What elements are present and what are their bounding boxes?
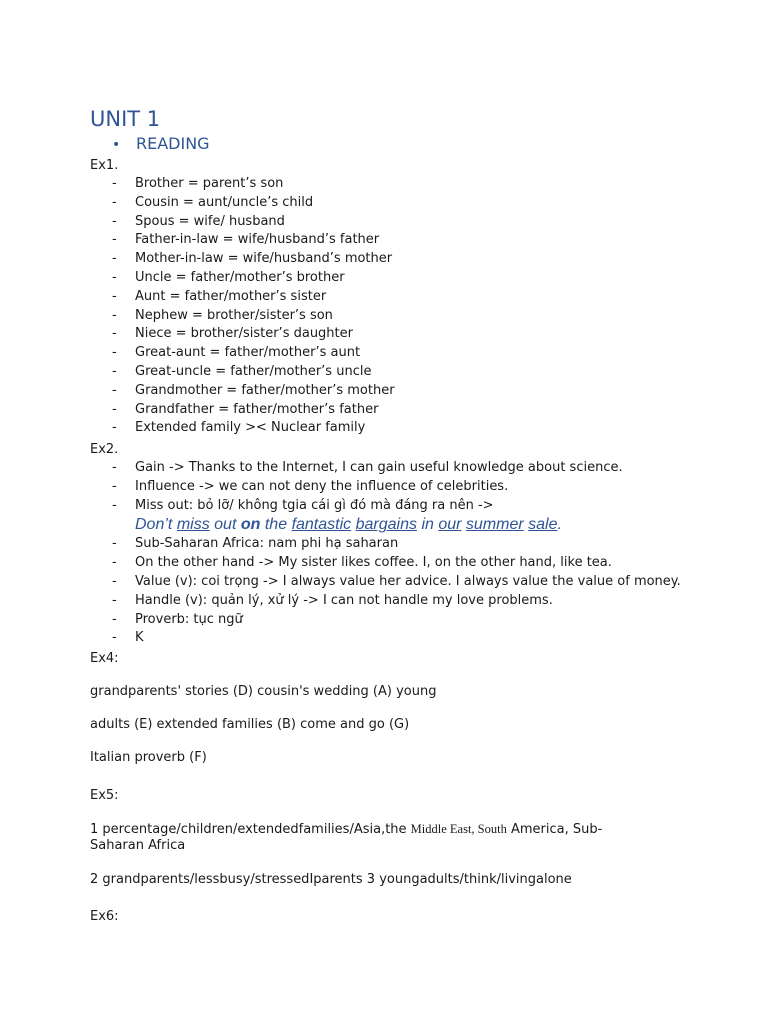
dash-marker: -	[112, 269, 117, 285]
list-item-text: Grandfather = father/mother’s father	[135, 401, 379, 417]
list-item-text: Spous = wife/ husband	[135, 213, 285, 229]
example-word: fantastic	[291, 516, 352, 534]
dash-marker: -	[112, 345, 117, 361]
dash-marker: -	[112, 251, 117, 267]
list-item-text: Handle (v): quản lý, xử lý -> I can not handle my love problems.	[135, 592, 553, 608]
list-item	[112, 419, 395, 438]
list-item-text: K	[135, 630, 144, 646]
list-item-text: Value (v): coi trọng -> I always value her advice. I always value the value of money.	[135, 573, 681, 589]
list-item	[112, 288, 395, 307]
ex4-line-1: grandparents' stories (D) cousin's wedding (A) young	[90, 684, 437, 699]
list-item	[112, 231, 395, 250]
list-item	[112, 611, 681, 630]
list-item-text: Great-aunt = father/mother’s aunt	[135, 345, 361, 361]
dash-marker: -	[112, 232, 117, 248]
example-word: miss	[176, 516, 210, 534]
list-item	[112, 194, 395, 213]
list-item	[112, 573, 681, 592]
example-sentence	[112, 515, 681, 535]
dash-marker: -	[112, 478, 117, 494]
section-heading-label: READING	[136, 134, 210, 153]
list-item	[112, 497, 681, 516]
dash-marker: -	[112, 592, 117, 608]
list-item	[112, 629, 681, 648]
dash-marker: -	[112, 497, 117, 513]
list-item	[112, 250, 395, 269]
example-word: summer	[465, 516, 524, 534]
ex5-line-1-part-a: 1 percentage/children/extendedfamilies/Asia,the	[90, 822, 411, 837]
list-item	[112, 478, 681, 497]
list-item	[112, 307, 395, 326]
ex2-list	[112, 459, 681, 648]
ex1-list	[112, 175, 395, 438]
ex6-label: Ex6:	[90, 909, 119, 924]
dash-marker: -	[112, 630, 117, 646]
ex5-line-1-serif-part: Middle East, South	[410, 822, 507, 836]
list-item-text: Extended family >< Nuclear family	[135, 420, 366, 436]
list-item-text: Brother = parent’s son	[135, 176, 284, 191]
list-item-text: Great-uncle = father/mother’s uncle	[135, 363, 372, 379]
list-item	[112, 213, 395, 232]
dash-marker: -	[112, 420, 117, 436]
list-item-text: On the other hand -> My sister likes coffee. I, on the other hand, like tea.	[135, 555, 612, 571]
list-item	[112, 592, 681, 611]
list-item-text: Niece = brother/sister’s daughter	[135, 326, 353, 342]
list-item-text: Uncle = father/mother’s brother	[135, 269, 345, 285]
list-item-text: Nephew = brother/sister’s son	[135, 307, 333, 323]
list-item-text: Father-in-law = wife/husband’s father	[135, 232, 380, 248]
dash-marker: -	[112, 460, 117, 475]
ex5-line-2: 2 grandparents/lessbusy/stressedIparents 3 youngadults/think/livingalone	[90, 872, 572, 887]
ex5-label: Ex5:	[90, 788, 119, 803]
example-word: .	[557, 516, 562, 534]
dash-marker: -	[112, 307, 117, 323]
list-item	[112, 554, 681, 573]
dash-marker: -	[112, 326, 117, 342]
list-item-text: Mother-in-law = wife/husband’s mother	[135, 251, 393, 267]
example-word: the	[264, 516, 288, 534]
section-heading-reading	[112, 134, 210, 155]
list-item	[112, 175, 395, 194]
example-word: on	[240, 516, 261, 534]
list-item-text: Sub-Saharan Africa: nam phi hạ saharan	[135, 536, 399, 552]
dash-marker: -	[112, 555, 117, 571]
dash-marker: -	[112, 382, 117, 398]
list-item	[112, 325, 395, 344]
ex5-line-1	[90, 821, 650, 854]
example-word: sale	[528, 516, 558, 534]
example-word: out	[214, 516, 237, 534]
dash-marker: -	[112, 288, 117, 304]
list-item-text: Proverb: tục ngữ	[135, 611, 243, 627]
dash-marker: -	[112, 611, 117, 627]
list-item	[112, 459, 681, 478]
dash-marker: -	[112, 363, 117, 379]
example-word: in	[421, 516, 434, 534]
dash-marker: -	[112, 401, 117, 417]
ex4-label: Ex4:	[90, 651, 119, 666]
dash-marker: -	[112, 536, 117, 552]
list-item-text: Aunt = father/mother’s sister	[135, 288, 327, 304]
dash-marker: -	[112, 213, 117, 229]
list-item-text: Influence -> we can not deny the influence of celebrities.	[135, 478, 509, 494]
dash-marker: -	[112, 176, 117, 191]
unit-title: UNIT 1	[90, 107, 161, 131]
list-item	[112, 401, 395, 420]
list-item-text: Gain -> Thanks to the Internet, I can gain useful knowledge about science.	[135, 460, 623, 475]
ex4-line-2: adults (E) extended families (B) come and go (G)	[90, 717, 410, 732]
ex2-label: Ex2.	[90, 442, 119, 457]
dash-marker: -	[112, 573, 117, 589]
bullet-icon: •	[112, 137, 121, 153]
list-item-text: Cousin = aunt/uncle’s child	[135, 194, 314, 210]
example-word: Don’t	[135, 516, 173, 534]
ex5-line-1-part-b: America, Sub-Saharan Africa	[90, 822, 603, 853]
example-word: bargains	[355, 516, 417, 534]
list-item	[112, 344, 395, 363]
list-item	[112, 535, 681, 554]
dash-marker: -	[112, 194, 117, 210]
list-item	[112, 269, 395, 288]
ex1-label: Ex1.	[90, 158, 119, 173]
example-word: our	[438, 516, 462, 534]
list-item	[112, 382, 395, 401]
list-item-text: Grandmother = father/mother’s mother	[135, 382, 395, 398]
list-item	[112, 363, 395, 382]
ex4-line-3: Italian proverb (F)	[90, 750, 207, 765]
list-item-text: Miss out: bỏ lỡ/ không tgia cái gì đó mà đáng ra nên ->	[135, 497, 494, 513]
